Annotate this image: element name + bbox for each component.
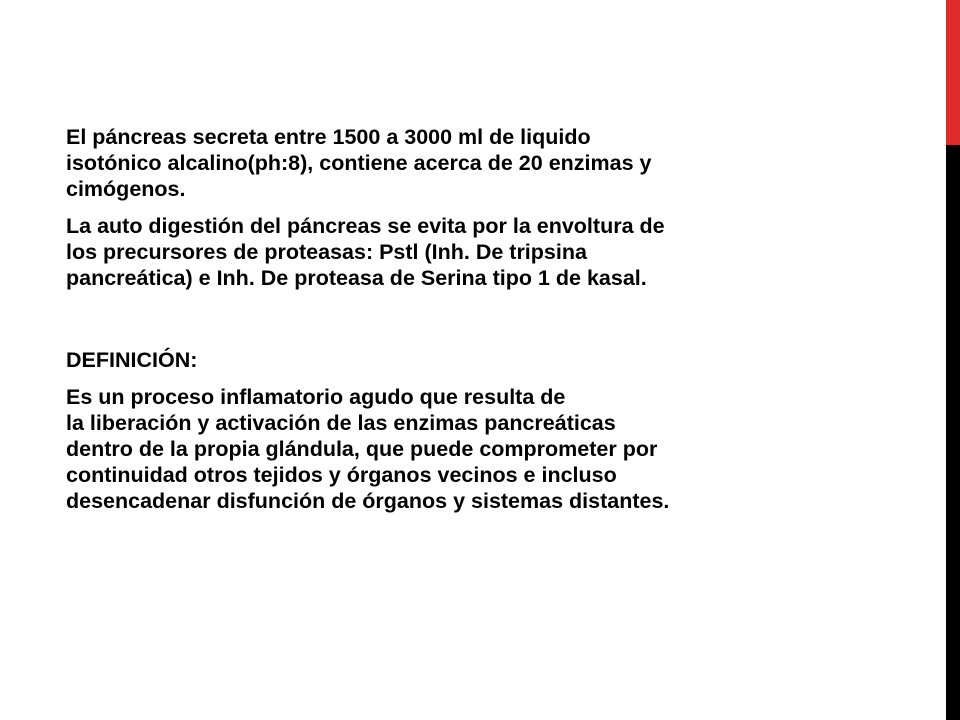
accent-bar (946, 0, 960, 145)
intro-paragraph: El páncreas secreta entre 1500 a 3000 ml de liquido isotónico alcalino(ph:8), contiene acerca de 20 enzimas y cimógenos. (66, 125, 652, 201)
autodigestion-paragraph: La auto digestión del páncreas se evita por la envoltura de los precursores de proteasas: Pstl (Inh. De tripsina pancreática) e Inh. De proteasa de Serina tipo 1 de kasal. (66, 214, 665, 290)
side-bar (946, 145, 960, 720)
slide-body (66, 124, 826, 514)
definition-paragraph: Es un proceso inflamatorio agudo que resulta de la liberación y activación de las enzimas pancreáticas dentro de la propia glándula, que puede comprometer por continuidad otros tejidos y órganos vecinos e incluso desencadenar disfunción de órganos y sistemas distantes. (66, 385, 670, 513)
definition-heading: DEFINICIÓN: (66, 348, 198, 372)
